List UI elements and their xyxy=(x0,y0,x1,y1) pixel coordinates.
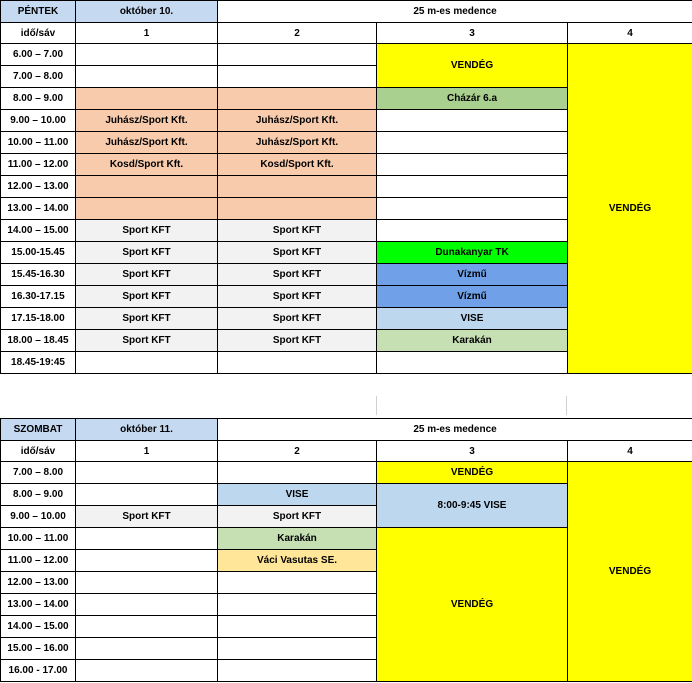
date-label: október 11. xyxy=(76,419,218,441)
time-cell: 15.00-15.45 xyxy=(1,242,76,264)
lane-1-cell xyxy=(76,462,218,484)
lane-1-cell: Sport KFT xyxy=(76,220,218,242)
lane-3-guest-cell: VENDÉG xyxy=(377,44,568,88)
time-cell: 18.00 – 18.45 xyxy=(1,330,76,352)
lane-1-cell xyxy=(76,528,218,550)
lane-3-cell xyxy=(377,352,568,374)
lane-1-cell: Juhász/Sport Kft. xyxy=(76,110,218,132)
lane-1-cell xyxy=(76,594,218,616)
lane-2-cell: Sport KFT xyxy=(218,308,377,330)
lane-1-cell: Sport KFT xyxy=(76,506,218,528)
faint-gridline xyxy=(566,396,567,415)
lane-3-cell: VISE xyxy=(377,308,568,330)
lane-3-cell: Vízmű xyxy=(377,264,568,286)
lane-1-cell xyxy=(76,550,218,572)
time-cell: 16.30-17.15 xyxy=(1,286,76,308)
lane-2-cell xyxy=(218,572,377,594)
time-cell: 14.00 – 15.00 xyxy=(1,616,76,638)
time-lane-header: idő/sáv xyxy=(1,23,76,44)
lane-3-cell xyxy=(377,176,568,198)
lane-2-cell: Karakán xyxy=(218,528,377,550)
time-cell: 11.00 – 12.00 xyxy=(1,154,76,176)
time-cell: 14.00 – 15.00 xyxy=(1,220,76,242)
lane-2-cell: Sport KFT xyxy=(218,330,377,352)
lane-2-cell: Sport KFT xyxy=(218,242,377,264)
time-lane-header: idő/sáv xyxy=(1,441,76,462)
lane-2-header: 2 xyxy=(218,441,377,462)
day-label: SZOMBAT xyxy=(1,419,76,441)
lane-1-cell xyxy=(76,660,218,682)
time-cell: 8.00 – 9.00 xyxy=(1,484,76,506)
lane-1-cell: Sport KFT xyxy=(76,330,218,352)
time-cell: 12.00 – 13.00 xyxy=(1,176,76,198)
lane-2-cell: Sport KFT xyxy=(218,286,377,308)
lane-2-cell: Sport KFT xyxy=(218,506,377,528)
lane-3-header: 3 xyxy=(377,441,568,462)
lane-1-cell xyxy=(76,44,218,66)
pool-label: 25 m-es medence xyxy=(218,1,692,23)
lane-4-guest-cell: VENDÉG xyxy=(568,44,692,374)
pool-label: 25 m-es medence xyxy=(218,419,692,441)
lane-3-cell: Cházár 6.a xyxy=(377,88,568,110)
lane-3-cell xyxy=(377,132,568,154)
lane-3-cell: VENDÉG xyxy=(377,462,568,484)
lane-2-cell xyxy=(218,638,377,660)
lane-2-cell: Sport KFT xyxy=(218,264,377,286)
lane-1-cell xyxy=(76,176,218,198)
lane-2-cell: Váci Vasutas SE. xyxy=(218,550,377,572)
time-cell: 16.00 - 17.00 xyxy=(1,660,76,682)
lane-2-cell xyxy=(218,88,377,110)
lane-1-cell xyxy=(76,484,218,506)
lane-1-header: 1 xyxy=(76,441,218,462)
time-cell: 13.00 – 14.00 xyxy=(1,198,76,220)
lane-1-cell xyxy=(76,88,218,110)
time-cell: 15.45-16.30 xyxy=(1,264,76,286)
time-cell: 18.45-19:45 xyxy=(1,352,76,374)
lane-4-header: 4 xyxy=(568,23,692,44)
lane-3-cell: Vízmű xyxy=(377,286,568,308)
lane-2-cell: Kosd/Sport Kft. xyxy=(218,154,377,176)
lane-1-cell: Sport KFT xyxy=(76,286,218,308)
lane-2-header: 2 xyxy=(218,23,377,44)
lane-1-cell xyxy=(76,352,218,374)
lane-2-cell: Sport KFT xyxy=(218,220,377,242)
time-cell: 13.00 – 14.00 xyxy=(1,594,76,616)
time-cell: 9.00 – 10.00 xyxy=(1,506,76,528)
lane-2-cell: VISE xyxy=(218,484,377,506)
lane-2-cell xyxy=(218,66,377,88)
time-cell: 7.00 – 8.00 xyxy=(1,462,76,484)
time-cell: 6.00 – 7.00 xyxy=(1,44,76,66)
time-cell: 17.15-18.00 xyxy=(1,308,76,330)
faint-gridline xyxy=(376,396,377,415)
lane-2-cell: Juhász/Sport Kft. xyxy=(218,132,377,154)
time-cell: 9.00 – 10.00 xyxy=(1,110,76,132)
lane-3-guest-cell: VENDÉG xyxy=(377,528,568,682)
lane-1-cell xyxy=(76,66,218,88)
time-cell: 8.00 – 9.00 xyxy=(1,88,76,110)
time-cell: 12.00 – 13.00 xyxy=(1,572,76,594)
lane-4-guest-cell: VENDÉG xyxy=(568,462,692,682)
time-cell: 15.00 – 16.00 xyxy=(1,638,76,660)
lane-1-cell xyxy=(76,198,218,220)
lane-1-cell: Sport KFT xyxy=(76,264,218,286)
lane-3-cell xyxy=(377,110,568,132)
table-spacer xyxy=(0,375,692,415)
lane-2-cell xyxy=(218,594,377,616)
lane-2-cell xyxy=(218,352,377,374)
lane-2-cell xyxy=(218,660,377,682)
lane-3-cell xyxy=(377,154,568,176)
time-cell: 10.00 – 11.00 xyxy=(1,528,76,550)
lane-4-header: 4 xyxy=(568,441,692,462)
lane-1-cell: Kosd/Sport Kft. xyxy=(76,154,218,176)
lane-2-cell xyxy=(218,44,377,66)
lane-2-cell xyxy=(218,198,377,220)
lane-3-cell: Dunakanyar TK xyxy=(377,242,568,264)
lane-2-cell xyxy=(218,462,377,484)
lane-1-cell xyxy=(76,638,218,660)
lane-3-cell: Karakán xyxy=(377,330,568,352)
day-label: PÉNTEK xyxy=(1,1,76,23)
lane-1-cell xyxy=(76,616,218,638)
lane-2-cell xyxy=(218,616,377,638)
lane-2-cell: Juhász/Sport Kft. xyxy=(218,110,377,132)
lane-3-vise-cell: 8:00-9:45 VISE xyxy=(377,484,568,528)
lane-1-cell xyxy=(76,572,218,594)
lane-1-cell: Juhász/Sport Kft. xyxy=(76,132,218,154)
saturday-schedule-table xyxy=(0,418,692,682)
lane-3-header: 3 xyxy=(377,23,568,44)
time-cell: 10.00 – 11.00 xyxy=(1,132,76,154)
lane-1-cell: Sport KFT xyxy=(76,242,218,264)
lane-1-header: 1 xyxy=(76,23,218,44)
lane-1-cell: Sport KFT xyxy=(76,308,218,330)
lane-2-cell xyxy=(218,176,377,198)
lane-3-cell xyxy=(377,198,568,220)
time-cell: 11.00 – 12.00 xyxy=(1,550,76,572)
time-cell: 7.00 – 8.00 xyxy=(1,66,76,88)
lane-3-cell xyxy=(377,220,568,242)
table-row xyxy=(1,462,692,484)
date-label: október 10. xyxy=(76,1,218,23)
table-row xyxy=(1,44,692,66)
